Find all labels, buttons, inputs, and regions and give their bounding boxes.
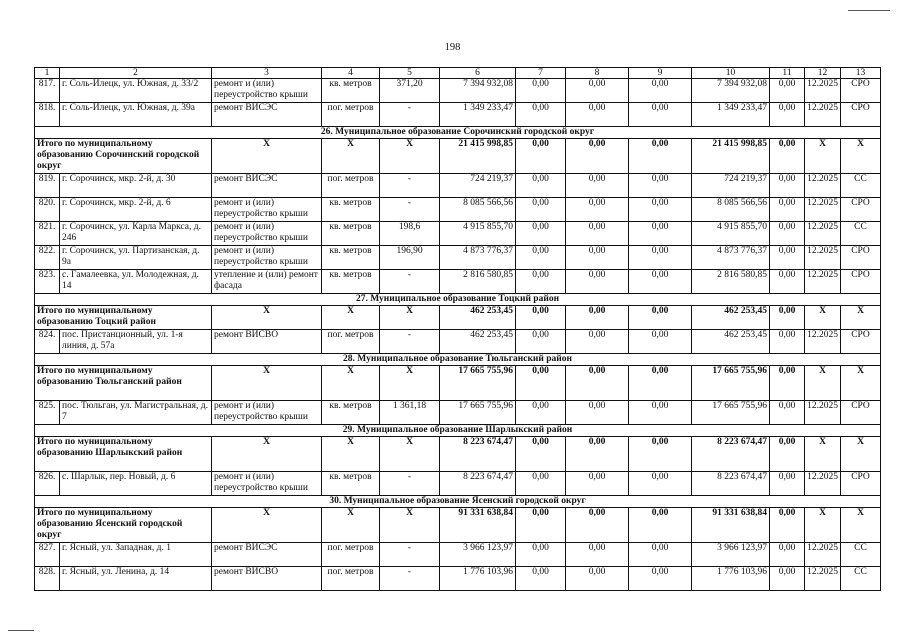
owner-funds-cell: 724 219,37 <box>692 174 770 198</box>
area-cell: - <box>380 198 440 222</box>
column-number-row <box>35 68 881 79</box>
row-number-cell: 818. <box>35 103 60 127</box>
row-number-cell: 817. <box>35 79 60 103</box>
address-cell: г. Сорочинск, ул. Партизанская, д. 9а <box>60 246 212 270</box>
row-number-cell: 819. <box>35 174 60 198</box>
section-heading-row <box>35 496 881 508</box>
subtotal-row <box>35 139 881 174</box>
fund-cell: 0,00 <box>516 174 566 198</box>
owner-funds-cell: 1 776 103,96 <box>692 567 770 591</box>
row-number-cell: 826. <box>35 472 60 496</box>
column-number: 10 <box>692 68 770 79</box>
owner-funds-cell: 3 966 123,97 <box>692 543 770 567</box>
column-number: 13 <box>841 68 881 79</box>
fund-cell: 0,00 <box>516 567 566 591</box>
deadline-cell: X <box>805 306 841 330</box>
page-number: 198 <box>444 42 461 53</box>
work-type-cell: ремонт ВИСВО <box>212 567 322 591</box>
program-table <box>34 67 881 591</box>
deadline-cell: 12.2025 <box>805 103 841 127</box>
method-cell: СС <box>841 567 881 591</box>
column-number: 11 <box>770 68 805 79</box>
method-cell: X <box>841 366 881 401</box>
owner-funds-cell: 8 223 674,47 <box>692 472 770 496</box>
fund-cell: 0,00 <box>516 437 566 472</box>
total-cost-cell: 17 665 755,96 <box>440 366 516 401</box>
row-number-cell: 825. <box>35 401 60 425</box>
other-funds-cell: 0,00 <box>770 437 805 472</box>
unit-cell: кв. метров <box>322 246 380 270</box>
fund-cell: 0,00 <box>566 174 629 198</box>
top-right-rule <box>848 10 890 11</box>
other-funds-cell: 0,00 <box>770 401 805 425</box>
owner-funds-cell: 21 415 998,85 <box>692 139 770 174</box>
section-heading-row <box>35 127 881 139</box>
total-cost-cell: 3 966 123,97 <box>440 543 516 567</box>
fund-cell: 0,00 <box>629 139 692 174</box>
owner-funds-cell: 17 665 755,96 <box>692 401 770 425</box>
fund-cell: 0,00 <box>566 330 629 354</box>
table-row <box>35 472 881 496</box>
subtotal-row <box>35 306 881 330</box>
work-type-cell: ремонт ВИСЭС <box>212 174 322 198</box>
fund-cell: 0,00 <box>516 103 566 127</box>
total-cost-cell: 91 331 638,84 <box>440 508 516 543</box>
deadline-cell: X <box>805 437 841 472</box>
other-funds-cell: 0,00 <box>770 174 805 198</box>
subtotal-label: Итого по муниципальному образованию Сорочинский городской округ <box>35 139 212 174</box>
deadline-cell: 12.2025 <box>805 222 841 246</box>
area-cell: - <box>380 270 440 294</box>
table-body <box>35 68 881 591</box>
column-number: 1 <box>35 68 60 79</box>
deadline-cell: 12.2025 <box>805 270 841 294</box>
column-number: 2 <box>60 68 212 79</box>
work-type-cell: ремонт ВИСВО <box>212 330 322 354</box>
other-funds-cell: 0,00 <box>770 330 805 354</box>
fund-cell: 0,00 <box>566 401 629 425</box>
other-funds-cell: 0,00 <box>770 366 805 401</box>
table-row <box>35 198 881 222</box>
owner-funds-cell: 91 331 638,84 <box>692 508 770 543</box>
fund-cell: 0,00 <box>566 543 629 567</box>
area-cell: - <box>380 330 440 354</box>
column-number: 3 <box>212 68 322 79</box>
other-funds-cell: 0,00 <box>770 139 805 174</box>
area-cell: - <box>380 472 440 496</box>
method-cell: СС <box>841 543 881 567</box>
fund-cell: 0,00 <box>516 330 566 354</box>
method-cell: СРО <box>841 270 881 294</box>
bottom-left-rule <box>8 630 34 631</box>
other-funds-cell: 0,00 <box>770 270 805 294</box>
area-cell: X <box>380 139 440 174</box>
owner-funds-cell: 462 253,45 <box>692 330 770 354</box>
fund-cell: 0,00 <box>566 198 629 222</box>
work-type-cell: X <box>212 139 322 174</box>
fund-cell: 0,00 <box>629 437 692 472</box>
area-cell: - <box>380 103 440 127</box>
unit-cell: X <box>322 508 380 543</box>
table-row <box>35 330 881 354</box>
unit-cell: кв. метров <box>322 79 380 103</box>
fund-cell: 0,00 <box>629 103 692 127</box>
address-cell: г. Ясный, ул. Западная, д. 1 <box>60 543 212 567</box>
deadline-cell: 12.2025 <box>805 401 841 425</box>
area-cell: 1 361,18 <box>380 401 440 425</box>
other-funds-cell: 0,00 <box>770 198 805 222</box>
total-cost-cell: 462 253,45 <box>440 330 516 354</box>
total-cost-cell: 7 394 932,08 <box>440 79 516 103</box>
fund-cell: 0,00 <box>629 306 692 330</box>
total-cost-cell: 8 223 674,47 <box>440 472 516 496</box>
method-cell: СС <box>841 174 881 198</box>
area-cell: - <box>380 567 440 591</box>
other-funds-cell: 0,00 <box>770 543 805 567</box>
unit-cell: кв. метров <box>322 270 380 294</box>
table-row <box>35 246 881 270</box>
deadline-cell: 12.2025 <box>805 567 841 591</box>
row-number-cell: 827. <box>35 543 60 567</box>
table-row <box>35 270 881 294</box>
address-cell: г. Соль-Илецк, ул. Южная, д. 39а <box>60 103 212 127</box>
work-type-cell: ремонт ВИСЭС <box>212 103 322 127</box>
fund-cell: 0,00 <box>629 246 692 270</box>
deadline-cell: 12.2025 <box>805 472 841 496</box>
fund-cell: 0,00 <box>516 139 566 174</box>
unit-cell: пог. метров <box>322 174 380 198</box>
fund-cell: 0,00 <box>516 508 566 543</box>
fund-cell: 0,00 <box>516 270 566 294</box>
method-cell: СРО <box>841 401 881 425</box>
total-cost-cell: 462 253,45 <box>440 306 516 330</box>
fund-cell: 0,00 <box>516 222 566 246</box>
deadline-cell: 12.2025 <box>805 543 841 567</box>
total-cost-cell: 2 816 580,85 <box>440 270 516 294</box>
work-type-cell: X <box>212 508 322 543</box>
address-cell: г. Сорочинск, ул. Карла Маркса, д. 246 <box>60 222 212 246</box>
fund-cell: 0,00 <box>516 472 566 496</box>
deadline-cell: 12.2025 <box>805 246 841 270</box>
column-number: 12 <box>805 68 841 79</box>
deadline-cell: 12.2025 <box>805 198 841 222</box>
other-funds-cell: 0,00 <box>770 306 805 330</box>
total-cost-cell: 17 665 755,96 <box>440 401 516 425</box>
work-type-cell: X <box>212 366 322 401</box>
deadline-cell: X <box>805 366 841 401</box>
fund-cell: 0,00 <box>566 139 629 174</box>
table-row <box>35 174 881 198</box>
other-funds-cell: 0,00 <box>770 79 805 103</box>
work-type-cell: ремонт и (или) переустройство крыши <box>212 472 322 496</box>
table-row <box>35 222 881 246</box>
section-title: 30. Муниципальное образование Ясенский городской округ <box>35 496 881 508</box>
fund-cell: 0,00 <box>516 543 566 567</box>
unit-cell: X <box>322 437 380 472</box>
row-number-cell: 824. <box>35 330 60 354</box>
owner-funds-cell: 1 349 233,47 <box>692 103 770 127</box>
section-heading-row <box>35 425 881 437</box>
other-funds-cell: 0,00 <box>770 567 805 591</box>
row-number-cell: 820. <box>35 198 60 222</box>
area-cell: 196,90 <box>380 246 440 270</box>
other-funds-cell: 0,00 <box>770 472 805 496</box>
subtotal-label: Итого по муниципальному образованию Шарлыкский район <box>35 437 212 472</box>
total-cost-cell: 1 349 233,47 <box>440 103 516 127</box>
fund-cell: 0,00 <box>566 366 629 401</box>
fund-cell: 0,00 <box>629 222 692 246</box>
method-cell: СРО <box>841 246 881 270</box>
column-number: 7 <box>516 68 566 79</box>
method-cell: СС <box>841 222 881 246</box>
method-cell: СРО <box>841 472 881 496</box>
address-cell: г. Соль-Илецк, ул. Южная, д. 33/2 <box>60 79 212 103</box>
owner-funds-cell: 4 915 855,70 <box>692 222 770 246</box>
address-cell: с. Шарлык, пер. Новый, д. 6 <box>60 472 212 496</box>
total-cost-cell: 724 219,37 <box>440 174 516 198</box>
fund-cell: 0,00 <box>629 567 692 591</box>
total-cost-cell: 8 085 566,56 <box>440 198 516 222</box>
row-number-cell: 822. <box>35 246 60 270</box>
row-number-cell: 821. <box>35 222 60 246</box>
fund-cell: 0,00 <box>516 246 566 270</box>
section-heading-row <box>35 294 881 306</box>
deadline-cell: X <box>805 508 841 543</box>
subtotal-row <box>35 508 881 543</box>
column-number: 8 <box>566 68 629 79</box>
address-cell: с. Гамалеевка, ул. Молодежная, д. 14 <box>60 270 212 294</box>
column-number: 6 <box>440 68 516 79</box>
table-row <box>35 567 881 591</box>
area-cell: - <box>380 174 440 198</box>
subtotal-row <box>35 437 881 472</box>
owner-funds-cell: 17 665 755,96 <box>692 366 770 401</box>
work-type-cell: ремонт и (или) переустройство крыши <box>212 79 322 103</box>
fund-cell: 0,00 <box>629 401 692 425</box>
owner-funds-cell: 2 816 580,85 <box>692 270 770 294</box>
work-type-cell: ремонт и (или) переустройство крыши <box>212 246 322 270</box>
owner-funds-cell: 4 873 776,37 <box>692 246 770 270</box>
work-type-cell: X <box>212 306 322 330</box>
area-cell: X <box>380 306 440 330</box>
fund-cell: 0,00 <box>566 222 629 246</box>
unit-cell: кв. метров <box>322 401 380 425</box>
column-number: 9 <box>629 68 692 79</box>
area-cell: X <box>380 508 440 543</box>
unit-cell: пог. метров <box>322 330 380 354</box>
method-cell: СРО <box>841 103 881 127</box>
other-funds-cell: 0,00 <box>770 246 805 270</box>
owner-funds-cell: 7 394 932,08 <box>692 79 770 103</box>
deadline-cell: 12.2025 <box>805 174 841 198</box>
subtotal-label: Итого по муниципальному образованию Ясенский городской округ <box>35 508 212 543</box>
area-cell: X <box>380 437 440 472</box>
address-cell: г. Сорочинск, мкр. 2-й, д. 6 <box>60 198 212 222</box>
fund-cell: 0,00 <box>516 401 566 425</box>
area-cell: - <box>380 543 440 567</box>
unit-cell: X <box>322 139 380 174</box>
column-number: 5 <box>380 68 440 79</box>
fund-cell: 0,00 <box>629 508 692 543</box>
other-funds-cell: 0,00 <box>770 508 805 543</box>
section-title: 26. Муниципальное образование Сорочинский городской округ <box>35 127 881 139</box>
fund-cell: 0,00 <box>516 306 566 330</box>
area-cell: 198,6 <box>380 222 440 246</box>
column-number: 4 <box>322 68 380 79</box>
fund-cell: 0,00 <box>516 79 566 103</box>
work-type-cell: утепление и (или) ремонт фасада <box>212 270 322 294</box>
total-cost-cell: 1 776 103,96 <box>440 567 516 591</box>
table-row <box>35 79 881 103</box>
unit-cell: кв. метров <box>322 198 380 222</box>
address-cell: пос. Тюльган, ул. Магистральная, д. 7 <box>60 401 212 425</box>
deadline-cell: 12.2025 <box>805 330 841 354</box>
total-cost-cell: 4 915 855,70 <box>440 222 516 246</box>
fund-cell: 0,00 <box>516 198 566 222</box>
fund-cell: 0,00 <box>629 79 692 103</box>
fund-cell: 0,00 <box>629 543 692 567</box>
total-cost-cell: 21 415 998,85 <box>440 139 516 174</box>
fund-cell: 0,00 <box>629 472 692 496</box>
fund-cell: 0,00 <box>516 366 566 401</box>
method-cell: X <box>841 139 881 174</box>
subtotal-label: Итого по муниципальному образованию Тюльганский район <box>35 366 212 401</box>
other-funds-cell: 0,00 <box>770 222 805 246</box>
address-cell: г. Ясный, ул. Ленина, д. 14 <box>60 567 212 591</box>
unit-cell: кв. метров <box>322 472 380 496</box>
unit-cell: пог. метров <box>322 543 380 567</box>
address-cell: пос. Пристанционный, ул. 1-я линия, д. 57а <box>60 330 212 354</box>
section-heading-row <box>35 354 881 366</box>
table-row <box>35 401 881 425</box>
fund-cell: 0,00 <box>566 567 629 591</box>
subtotal-label: Итого по муниципальному образованию Тоцкий район <box>35 306 212 330</box>
fund-cell: 0,00 <box>566 79 629 103</box>
owner-funds-cell: 8 085 566,56 <box>692 198 770 222</box>
fund-cell: 0,00 <box>629 174 692 198</box>
table-row <box>35 103 881 127</box>
method-cell: X <box>841 437 881 472</box>
unit-cell: пог. метров <box>322 103 380 127</box>
work-type-cell: ремонт ВИСЭС <box>212 543 322 567</box>
row-number-cell: 828. <box>35 567 60 591</box>
work-type-cell: ремонт и (или) переустройство крыши <box>212 401 322 425</box>
unit-cell: кв. метров <box>322 222 380 246</box>
work-type-cell: ремонт и (или) переустройство крыши <box>212 198 322 222</box>
deadline-cell: X <box>805 139 841 174</box>
method-cell: СРО <box>841 198 881 222</box>
fund-cell: 0,00 <box>566 103 629 127</box>
fund-cell: 0,00 <box>629 198 692 222</box>
fund-cell: 0,00 <box>566 306 629 330</box>
area-cell: 371,20 <box>380 79 440 103</box>
fund-cell: 0,00 <box>566 472 629 496</box>
fund-cell: 0,00 <box>566 246 629 270</box>
other-funds-cell: 0,00 <box>770 103 805 127</box>
section-title: 28. Муниципальное образование Тюльганский район <box>35 354 881 366</box>
owner-funds-cell: 462 253,45 <box>692 306 770 330</box>
unit-cell: X <box>322 306 380 330</box>
work-type-cell: X <box>212 437 322 472</box>
work-type-cell: ремонт и (или) переустройство крыши <box>212 222 322 246</box>
method-cell: X <box>841 306 881 330</box>
method-cell: СРО <box>841 330 881 354</box>
area-cell: X <box>380 366 440 401</box>
unit-cell: X <box>322 366 380 401</box>
subtotal-row <box>35 366 881 401</box>
method-cell: X <box>841 508 881 543</box>
section-title: 27. Муниципальное образование Тоцкий район <box>35 294 881 306</box>
fund-cell: 0,00 <box>629 330 692 354</box>
fund-cell: 0,00 <box>566 437 629 472</box>
fund-cell: 0,00 <box>566 270 629 294</box>
fund-cell: 0,00 <box>629 366 692 401</box>
fund-cell: 0,00 <box>566 508 629 543</box>
deadline-cell: 12.2025 <box>805 79 841 103</box>
total-cost-cell: 8 223 674,47 <box>440 437 516 472</box>
method-cell: СРО <box>841 79 881 103</box>
total-cost-cell: 4 873 776,37 <box>440 246 516 270</box>
row-number-cell: 823. <box>35 270 60 294</box>
table-row <box>35 543 881 567</box>
section-title: 29. Муниципальное образование Шарлыкский район <box>35 425 881 437</box>
owner-funds-cell: 8 223 674,47 <box>692 437 770 472</box>
fund-cell: 0,00 <box>629 270 692 294</box>
address-cell: г. Сорочинск, мкр. 2-й, д. 30 <box>60 174 212 198</box>
unit-cell: пог. метров <box>322 567 380 591</box>
